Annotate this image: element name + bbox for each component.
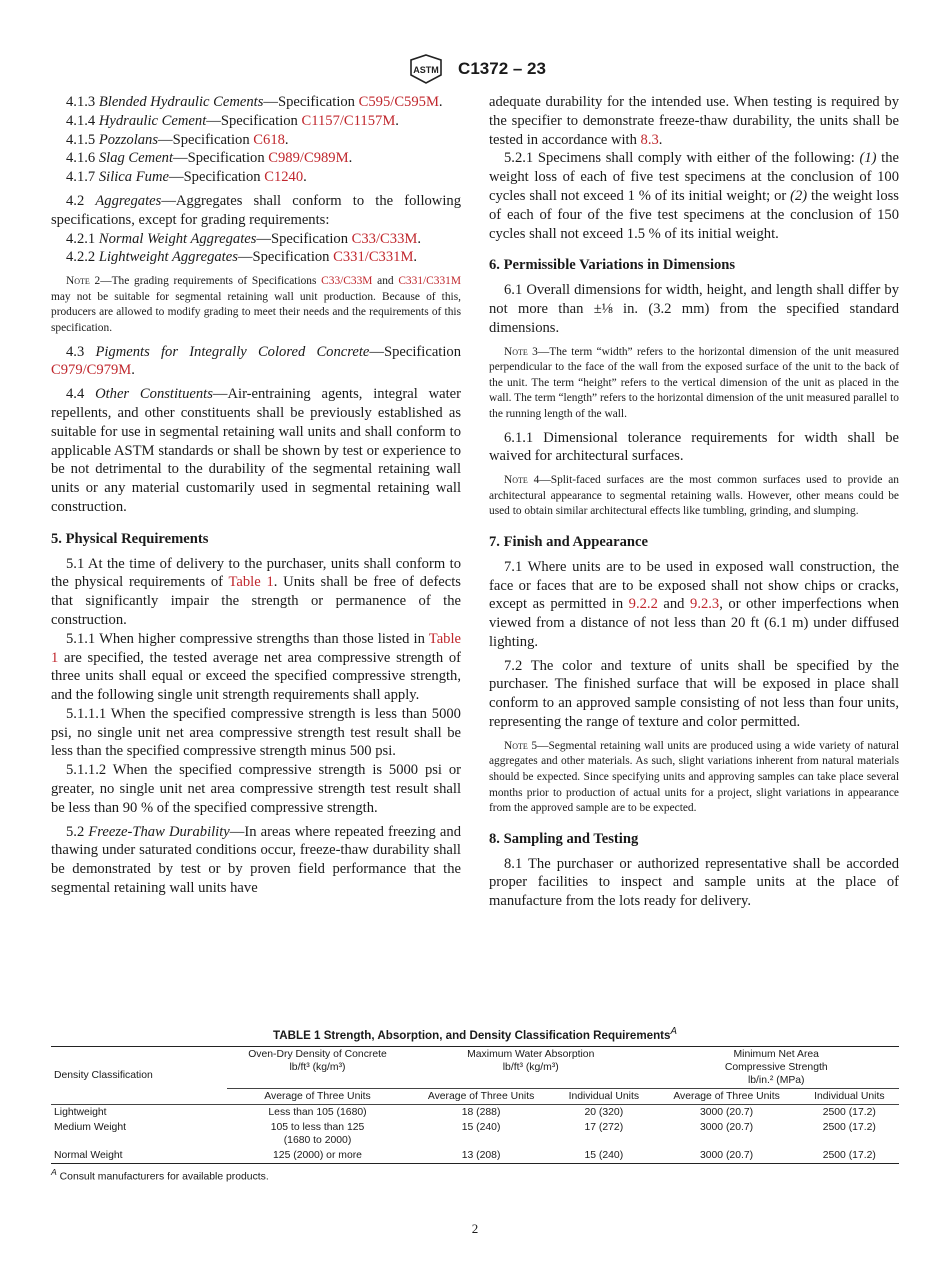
- para-4-1-6: 4.1.6 Slag Cement—Specification C989/C989M.: [66, 150, 353, 167]
- para-8-1: 8.1 The purchaser or authorized representative shall be accorded proper facilities to inspect and sample units at the place of manufacture from the lots ready for delivery.: [489, 855, 899, 910]
- para-6-1-1: 6.1.1 Dimensional tolerance requirements for width shall be waived for architectural surfaces.: [489, 429, 899, 465]
- note-5: Note 5—Segmental retaining wall units are produced using a wide variety of natural aggregates and other materials. As such, slight variations inherent from natural materials should be expected. Since specifying units and approving samples can take place several months prior to production of actual units for a project, slight variations in appearance from the approved sample are to be expected.: [489, 739, 900, 815]
- astm-logo-icon: [404, 54, 448, 84]
- link-c331[interactable]: C331/C331M: [333, 249, 414, 266]
- link-c1240[interactable]: C1240: [264, 169, 304, 186]
- para-4-3: 4.3 Pigments for Integrally Colored Concrete—Specification C979/C979M.: [51, 343, 461, 379]
- table-footnote: $^A$ Consult manufacturers for available products.: [51, 1166, 269, 1183]
- para-5-1-1-1: 5.1.1.1 When the specified compressive strength is less than 5000 psi, no single unit net area compressive strength test result shall be less than the specified compressive strength minus 500 psi.: [51, 705, 461, 760]
- sub-avg-density: Average of Three Units: [227, 1088, 408, 1104]
- para-6-1: 6.1 Overall dimensions for width, height, and length shall differ by not more than ±⅛ in. (3.2 mm) from the specified standard dimensions.: [489, 282, 899, 336]
- table-row: Medium Weight 105 to less than 125 (1680 to 2000) 15 (240) 17 (272) 3000 (20.7) 2500 (17.2): [54, 1121, 876, 1146]
- note-2: Note 2—The grading requirements of Specifications C33/C33M and C331/C331M may not be suitable for segmental retaining wall unit production. Because of this, producers are allowed to modify grading to meet their needs and the requirements of this specification.: [51, 275, 461, 334]
- page-number: 2: [471, 1221, 479, 1236]
- header-absorption: Maximum Water Absorption lb/ft³ (kg/m³): [408, 1046, 653, 1088]
- link-8-3[interactable]: 8.3: [640, 131, 659, 148]
- page-header: [0, 54, 950, 84]
- para-4-1-3: 4.1.3 Blended Hydraulic Cements—Specification C595/C595M.: [66, 94, 443, 110]
- link-c33[interactable]: C33/C33M: [351, 230, 418, 247]
- para-4-2-1: 4.2.1 Normal Weight Aggregates—Specification C33/C33M.: [66, 230, 421, 247]
- table-1: [51, 1026, 899, 1182]
- logo-text: ASTM: [413, 65, 439, 75]
- note-3: Note 3—The term “width” refers to the horizontal dimension of the unit measured perpendicular to the face of the wall from the exposed surface of the unit to the back of the unit. The term “height” refers to the vertical dimension of the unit as placed in the wall. The term “length” refers to the horizontal dimension of the unit measured parallel to the running length of the wall.: [489, 345, 899, 420]
- header-strength: Minimum Net Area Compressive Strength lb/in.² (MPa): [653, 1046, 899, 1088]
- para-4-1-5: 4.1.5 Pozzolans—Specification C618.: [66, 131, 289, 148]
- section-7-heading: 7. Finish and Appearance: [489, 533, 648, 550]
- para-7-1: 7.1 Where units are to be used in exposed wall construction, the face or faces that are to be exposed shall not show chips or cracks, except as permitted in 9.2.2 and 9.2.3, or other imperfections when viewed from a distance of not less than 20 ft (6.1 m) under diffused lighting.: [489, 558, 899, 650]
- para-5-2-1: 5.2.1 Specimens shall comply with either of the following: (1) the weight loss of each of five test specimens at the conclusion of 100 cycles shall not exceed 1 % of its initial weight; or (2) the weight loss of each of four of the five test specimens at the conclusion of 150 cycles shall not exceed 1.5 % of its initial weight.: [489, 150, 899, 242]
- para-4-2: 4.2 Aggregates—Aggregates shall conform to the following specifications, except for grading requirements:: [51, 192, 461, 228]
- header-density-class: Density Classification: [51, 1046, 227, 1104]
- sub-indiv-absorption: Individual Units: [554, 1088, 653, 1104]
- para-5-1-1: 5.1.1 When higher compressive strengths than those listed in Table 1 are specified, the tested average net area compressive strength of three units shall equal or exceed the specified compressive strength, and the following single unit strength requirements shall apply.: [51, 630, 461, 704]
- link-c595[interactable]: C595/C595M: [358, 94, 439, 110]
- note-4: Note 4—Split-faced surfaces are the most common surfaces used to provide an architectural appearance to segmental retaining walls. However, other means could be used to obtain similar architectural effects like tumbling, grinding, and slumping.: [489, 474, 900, 518]
- left-column: [51, 93, 461, 898]
- para-5-2-continued: adequate durability for the intended use. When testing is required by the specifier to demonstrate freeze-thaw durability, the units shall be tested in accordance with 8.3.: [489, 94, 899, 148]
- link-table-1-b[interactable]: Table 1: [51, 630, 461, 666]
- table-row: Normal Weight 125 (2000) or more 13 (208) 15 (240) 3000 (20.7) 2500 (17.2): [51, 1148, 899, 1164]
- para-4-2-2: 4.2.2 Lightweight Aggregates—Specification C331/C331M.: [66, 249, 418, 266]
- header-density: Oven-Dry Density of Concrete lb/ft³ (kg/m³): [227, 1046, 408, 1088]
- table-row: Lightweight Less than 105 (1680) 18 (288) 20 (320) 3000 (20.7) 2500 (17.2): [54, 1106, 876, 1118]
- link-9-2-3[interactable]: 9.2.3: [690, 596, 720, 613]
- para-5-1: 5.1 At the time of delivery to the purchaser, units shall conform to the physical requirements of Table 1. Units shall be free of defects that significantly impair the strength or permanence of the construction.: [51, 555, 461, 628]
- sub-indiv-strength: Individual Units: [800, 1088, 899, 1104]
- classification-table: [51, 1046, 899, 1164]
- right-column: [489, 93, 899, 911]
- sub-avg-absorption: Average of Three Units: [408, 1088, 554, 1104]
- doc-number: C1372 – 23: [458, 59, 546, 78]
- link-c618[interactable]: C618: [253, 131, 285, 148]
- sub-avg-strength: Average of Three Units: [653, 1088, 799, 1104]
- link-table-1[interactable]: Table 1: [228, 574, 274, 591]
- para-5-2: 5.2 Freeze-Thaw Durability—In areas where repeated freezing and thawing under saturated conditions occur, freeze-thaw durability shall be demonstrated by test or by proven field performance that the segmental retaining wall units have: [51, 823, 462, 897]
- para-4-4: 4.4 Other Constituents—Air-entraining agents, integral water repellents, and other constituents shall be previously established as suitable for use in segmental retaining wall units and shall conform to applicable ASTM standards or shall be shown by test or experience to be not detrimental to the durability of the segmental retaining wall units or any material customarily used in segmental retaining wall construction.: [51, 386, 461, 515]
- section-5-heading: 5. Physical Requirements: [51, 530, 209, 547]
- para-4-1-7: 4.1.7 Silica Fume—Specification C1240.: [66, 169, 307, 186]
- link-9-2-2[interactable]: 9.2.2: [628, 596, 658, 613]
- link-c979[interactable]: C979/C979M: [51, 362, 132, 379]
- link-c331-note[interactable]: C331/C331M: [398, 275, 461, 288]
- para-7-2: 7.2 The color and texture of units shall be specified by the purchaser. The finished surface that will be exposed in place shall conform to an approved sample consisting of not less than four units, representing the range of texture and color permitted.: [489, 657, 899, 731]
- para-4-1-4: 4.1.4 Hydraulic Cement—Specification C1157/C1157M.: [66, 112, 399, 129]
- link-c1157[interactable]: C1157/C1157M: [301, 112, 396, 129]
- section-8-heading: 8. Sampling and Testing: [489, 830, 639, 847]
- section-6-heading: 6. Permissible Variations in Dimensions: [489, 257, 736, 274]
- link-c989[interactable]: C989/C989M: [268, 150, 349, 167]
- table-title: TABLE 1 Strength, Absorption, and Density Classification Requirements$^A$: [273, 1026, 677, 1042]
- para-5-1-1-2: 5.1.1.2 When the specified compressive strength is 5000 psi or greater, no single unit net area compressive strength test result shall be less than 90 % of the specified compressive strength.: [51, 762, 461, 816]
- link-c33-note[interactable]: C33/C33M: [321, 275, 373, 288]
- table-header-row: [51, 1046, 899, 1088]
